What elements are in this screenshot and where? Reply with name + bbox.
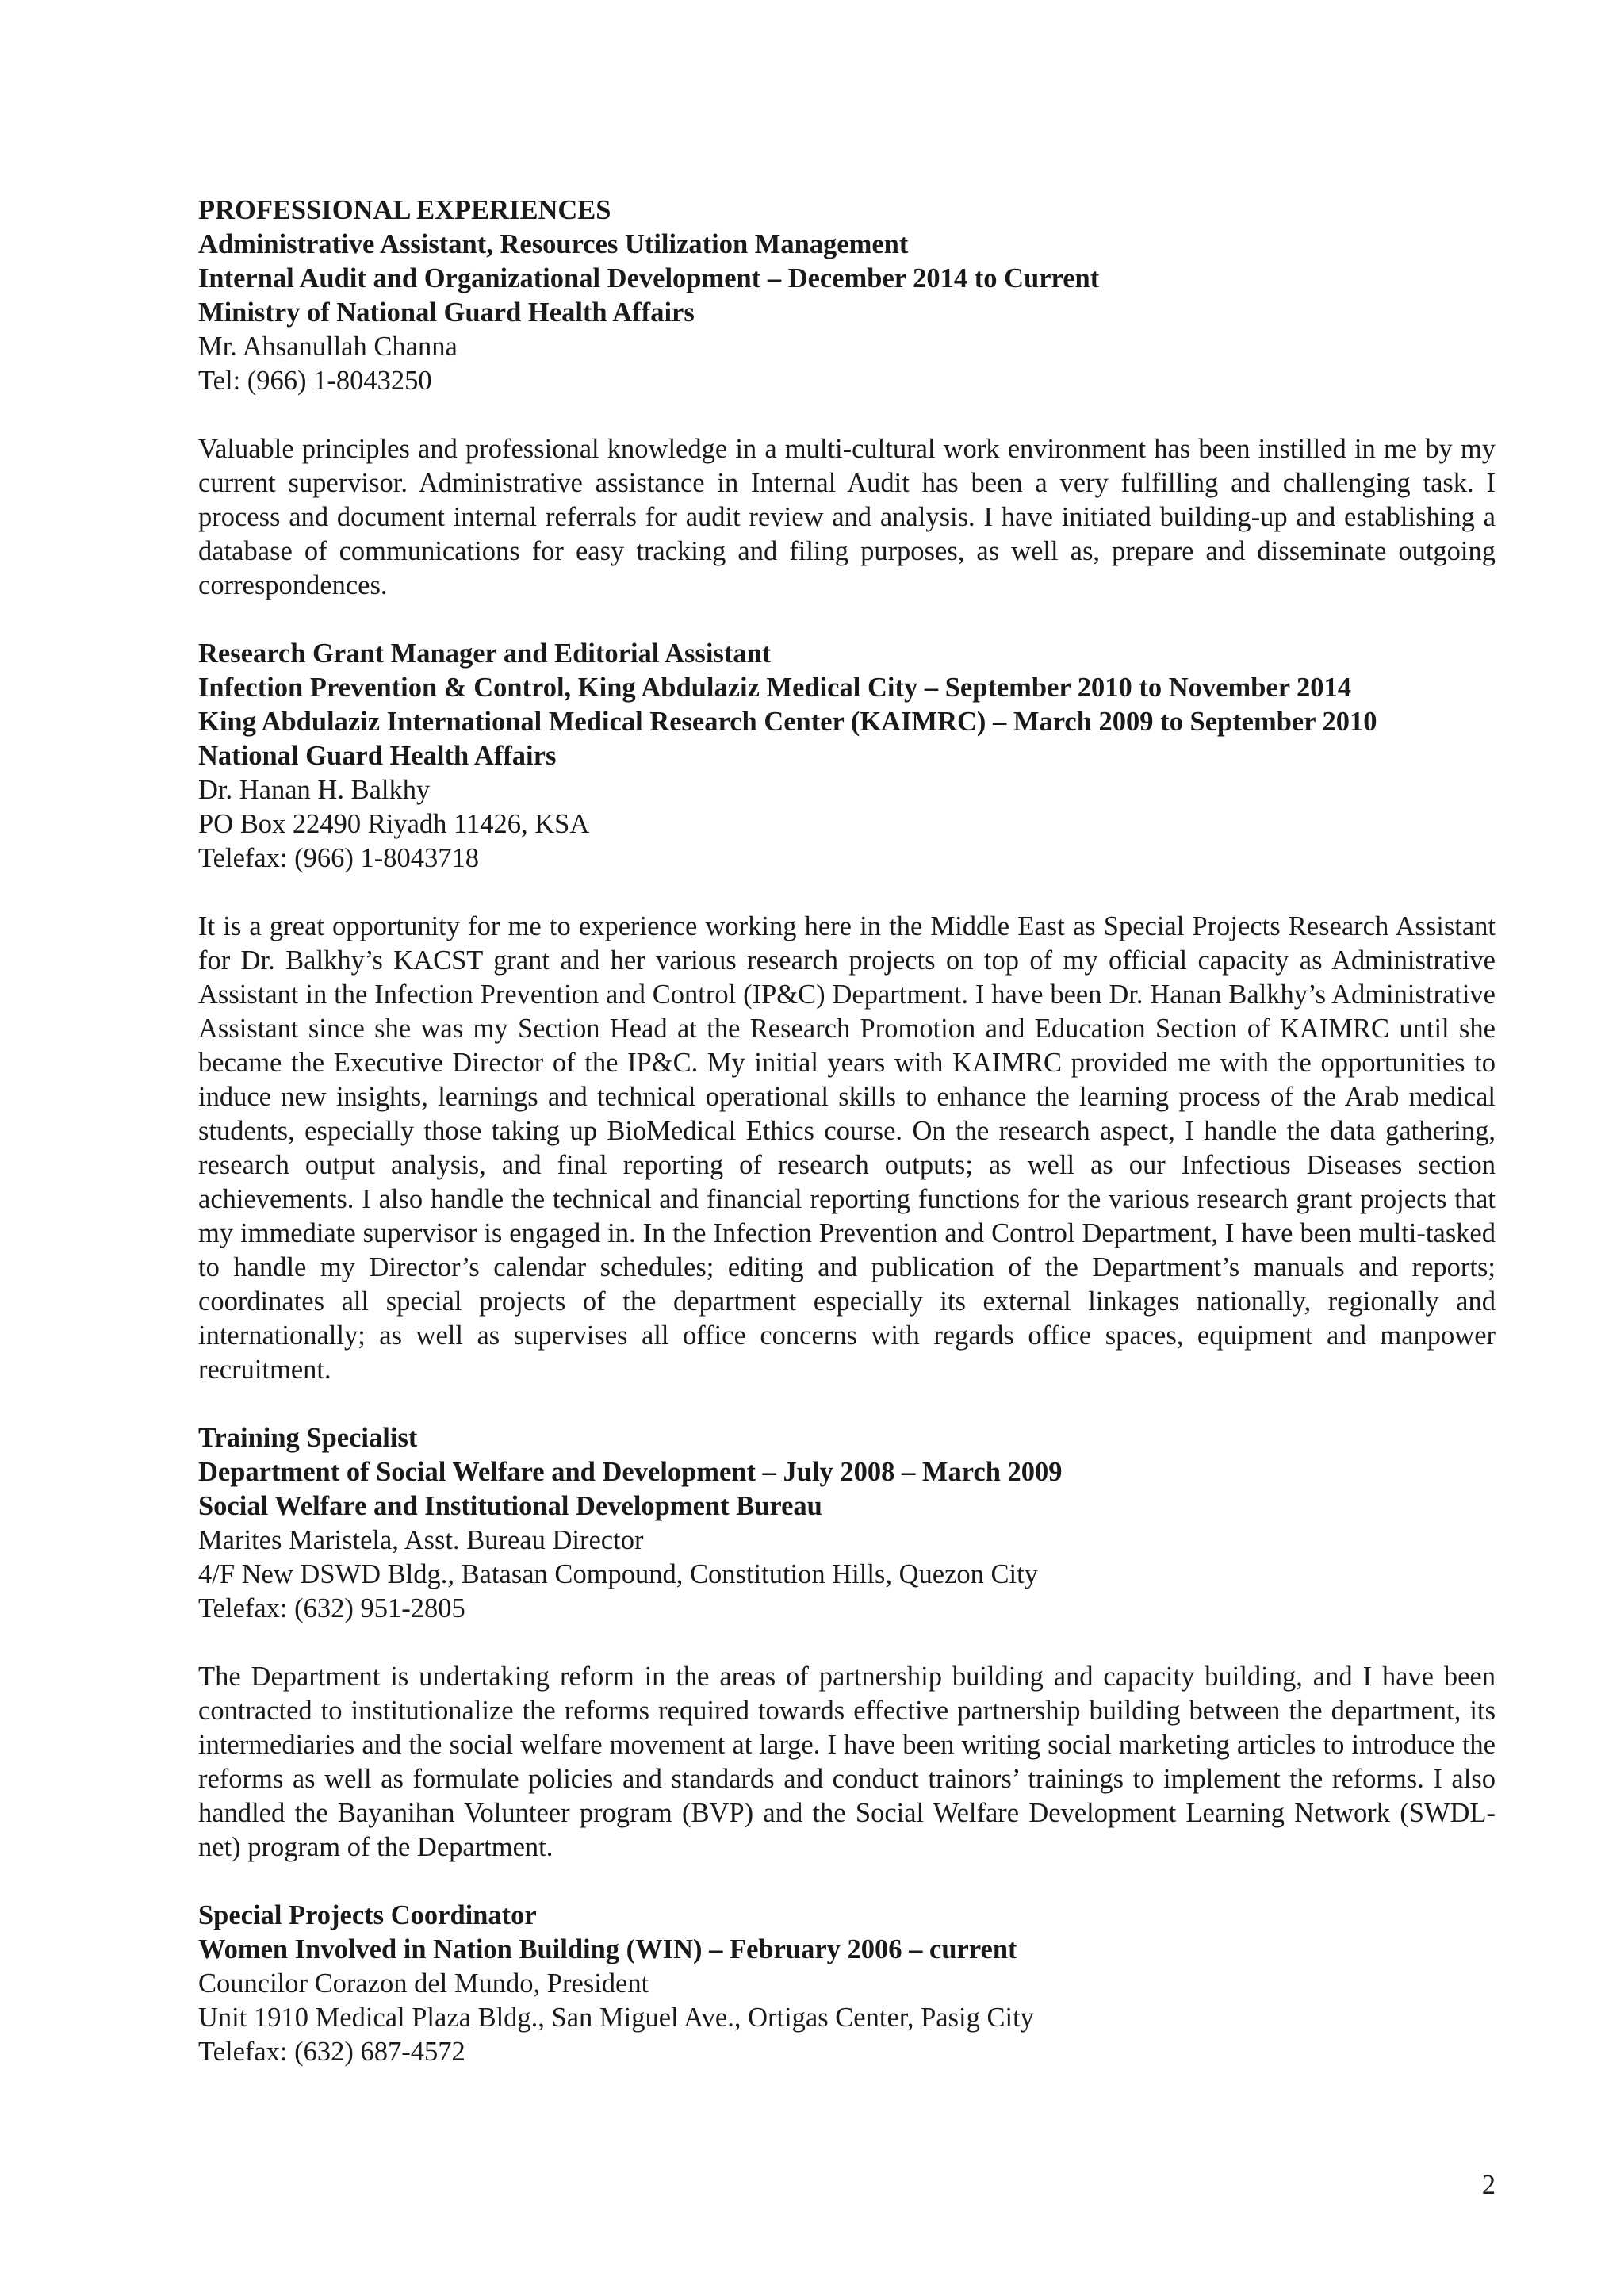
supervisor-name: Mr. Ahsanullah Channa bbox=[198, 332, 458, 362]
section-title: PROFESSIONAL EXPERIENCES bbox=[198, 195, 611, 225]
job-description: The Department is undertaking reform in the areas of partnership building and capacity building, and I have been contracted to institutionalize the reforms required towards effective partnership building between the department, its intermediaries and the social welfare movement at large. I have been writing social marketing articles to introduce the reforms as well as formulate policies and standards and conduct trainors’ trainings to implement the reforms. I also handled the Bayanihan Volunteer program (BVP) and the Social Welfare Development Learning Network (SWDL-net) program of the Department. bbox=[198, 1662, 1496, 1862]
employer-line: King Abdulaziz International Medical Research Center (KAIMRC) – March 2009 to September 2010 bbox=[198, 707, 1377, 737]
document-page bbox=[198, 194, 1496, 2069]
employer-line: Department of Social Welfare and Development – July 2008 – March 2009 bbox=[198, 1457, 1063, 1487]
phone-line: Telefax: (966) 1-8043718 bbox=[198, 843, 479, 873]
experience-entry-2 bbox=[198, 637, 1496, 1387]
phone-line: Telefax: (632) 687-4572 bbox=[198, 2037, 465, 2067]
address-line: 4/F New DSWD Bldg., Batasan Compound, Constitution Hills, Quezon City bbox=[198, 1559, 1038, 1589]
page-number: 2 bbox=[1481, 2170, 1496, 2200]
organization-line: Social Welfare and Institutional Development Bureau bbox=[198, 1491, 822, 1521]
experience-entry-4 bbox=[198, 1899, 1496, 2069]
job-title: Administrative Assistant, Resources Utilization Management bbox=[198, 229, 909, 259]
job-title: Special Projects Coordinator bbox=[198, 1900, 537, 1930]
experience-entry-1 bbox=[198, 228, 1496, 603]
job-description: Valuable principles and professional knowledge in a multi-cultural work environment has been instilled in me by my current supervisor. Administrative assistance in Internal Audit has been a very fulfilling and challenging task. I process and document internal referrals for audit review and analysis. I have initiated building-up and establishing a database of communications for easy tracking and filing purposes, as well as, prepare and disseminate outgoing correspondences. bbox=[198, 434, 1496, 600]
supervisor-name: Marites Maristela, Asst. Bureau Director bbox=[198, 1525, 644, 1555]
job-title: Research Grant Manager and Editorial Assistant bbox=[198, 638, 772, 669]
organization-line: National Guard Health Affairs bbox=[198, 741, 557, 771]
address-line: Unit 1910 Medical Plaza Bldg., San Miguel Ave., Ortigas Center, Pasig City bbox=[198, 2003, 1034, 2033]
phone-line: Telefax: (632) 951-2805 bbox=[198, 1593, 465, 1623]
employer-line: Internal Audit and Organizational Development – December 2014 to Current bbox=[198, 263, 1100, 293]
phone-line: Tel: (966) 1-8043250 bbox=[198, 366, 432, 396]
job-description: It is a great opportunity for me to experience working here in the Middle East as Special Projects Research Assistant for Dr. Balkhy’s KACST grant and her various research projects on top of my official capacity as Administrative Assistant in the Infection Prevention and Control (IP&C) Department. I have been Dr. Hanan Balkhy’s Administrative Assistant since she was my Section Head at the Research Promotion and Education Section of KAIMRC until she became the Executive Director of the IP&C. My initial years with KAIMRC provided me with the opportunities to induce new insights, learnings and technical operational skills to enhance the learning process of the Arab medical students, especially those taking up BioMedical Ethics course. On the research aspect, I handle the data gathering, research output analysis, and final reporting of research outputs; as well as our Infectious Diseases section achievements. I also handle the technical and financial reporting functions for the various research grant projects that my immediate supervisor is engaged in. In the Infection Prevention and Control Department, I have been multi-tasked to handle my Director’s calendar schedules; editing and publication of the Department’s manuals and reports; coordinates all special projects of the department especially its external linkages nationally, regionally and internationally; as well as supervises all office concerns with regards office spaces, equipment and manpower recruitment. bbox=[198, 911, 1496, 1385]
employer-line: Infection Prevention & Control, King Abdulaziz Medical City – September 2010 to November 2014 bbox=[198, 673, 1352, 703]
employer-line: Women Involved in Nation Building (WIN) – February 2006 – current bbox=[198, 1934, 1017, 1964]
address-line: PO Box 22490 Riyadh 11426, KSA bbox=[198, 809, 590, 839]
supervisor-name: Councilor Corazon del Mundo, President bbox=[198, 1968, 649, 1999]
supervisor-name: Dr. Hanan H. Balkhy bbox=[198, 775, 431, 805]
organization-line: Ministry of National Guard Health Affairs bbox=[198, 297, 695, 328]
experience-entry-3 bbox=[198, 1421, 1496, 1865]
job-title: Training Specialist bbox=[198, 1423, 418, 1453]
